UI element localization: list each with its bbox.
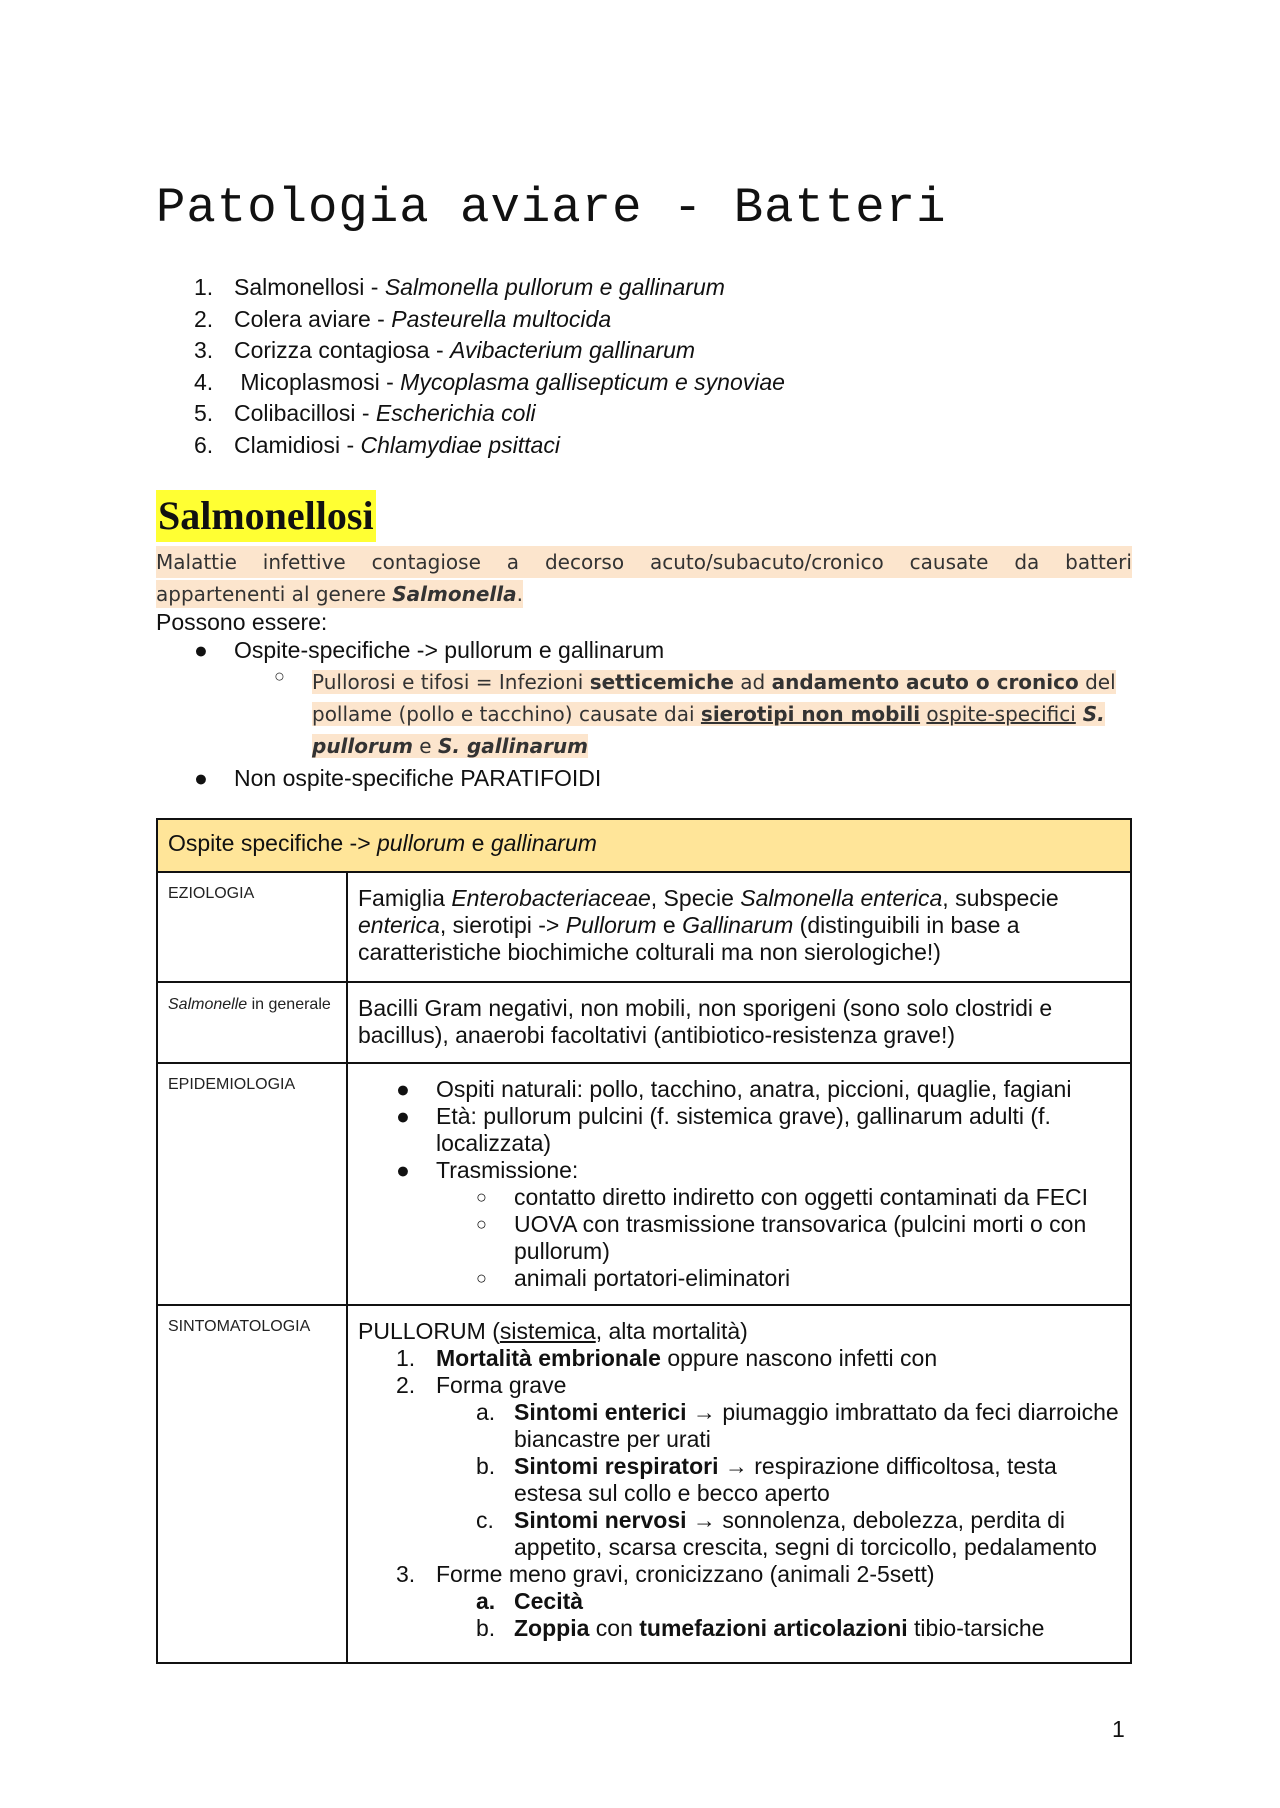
text-run: setticemiche xyxy=(589,670,734,694)
text-run: con xyxy=(589,1615,640,1641)
text-run: , alta mortalità) xyxy=(595,1318,748,1344)
intro-word: Malattie xyxy=(156,550,237,574)
intro-line-1 xyxy=(156,546,1132,578)
table-row xyxy=(157,982,1131,1063)
text-run: in generale xyxy=(247,996,331,1013)
list-letter: a. xyxy=(476,1588,496,1614)
text-run: Sintomi enterici xyxy=(514,1399,687,1425)
disease-name: Clamidiosi - xyxy=(234,431,361,458)
intro-word: batteri xyxy=(1065,550,1132,574)
list-number: 6. xyxy=(194,431,214,458)
text-run: Zoppia xyxy=(514,1615,590,1641)
section-heading: Salmonellosi xyxy=(156,490,376,542)
table-row xyxy=(157,872,1131,982)
text-run: Cecità xyxy=(514,1588,584,1614)
table-row xyxy=(157,1305,1131,1663)
list-item xyxy=(156,272,785,304)
intro-word: decorso xyxy=(544,550,625,574)
text-run: tibio-tarsiche xyxy=(907,1615,1045,1641)
circle-bullet-icon: ○ xyxy=(476,1268,487,1288)
disease-name: Corizza contagiosa - xyxy=(234,337,451,364)
list-item xyxy=(358,1157,1120,1184)
intro-text: . xyxy=(516,582,523,606)
table-header-row xyxy=(157,819,1131,872)
list-item xyxy=(358,1103,1120,1157)
text-run: gallinarum xyxy=(490,830,597,856)
sub-bullet-text xyxy=(312,666,1132,762)
agent-name: Salmonella pullorum e gallinarum xyxy=(384,274,725,300)
row-value: Bacilli Gram negativi, non mobili, non sporigeni (sono solo clostridi e bacillus), anaerobi facoltativi (antibiotico-resistenza grave!) xyxy=(347,982,1131,1063)
list-item xyxy=(358,1588,1120,1615)
text-run: Forma grave xyxy=(436,1372,567,1398)
list-letter: a. xyxy=(476,1399,496,1425)
list-item xyxy=(358,1184,1120,1211)
list-number: 1. xyxy=(194,274,214,300)
row-value xyxy=(347,1063,1131,1305)
text-run: Pullorosi e tifosi = Infezioni xyxy=(312,670,590,694)
text-run: enterica xyxy=(358,912,440,938)
text-run: PULLORUM ( xyxy=(358,1318,500,1344)
bullet-text: Ospite-specifiche -> pullorum e gallinarum xyxy=(234,637,665,663)
sub-bullet-item xyxy=(156,666,1132,762)
list-number: 2. xyxy=(194,305,214,332)
bullet-icon: ● xyxy=(396,1076,410,1102)
bullet-item xyxy=(156,764,1132,792)
list-item xyxy=(358,1399,1120,1453)
table-row xyxy=(157,1063,1131,1305)
text-run: Ospite specifiche -> xyxy=(168,830,378,856)
text-run: pullorum xyxy=(377,830,466,856)
text-run: → sonnolenza, debolezza, perdita di appetito, scarsa crescita, segni di torcicollo, pedalamento xyxy=(514,1507,1097,1560)
genus-name: Salmonella xyxy=(392,582,517,606)
text-run: del pollame (pollo e tacchino) causate dai xyxy=(312,670,1116,726)
list-number: 2. xyxy=(396,1372,416,1398)
text-run: ospite-specifici xyxy=(926,702,1076,726)
list-item xyxy=(358,1345,1120,1372)
text-run: Forme meno gravi, cronicizzano (animali 2-5sett) xyxy=(436,1561,935,1587)
disease-name: Colera aviare - xyxy=(234,305,392,332)
item-text: contatto diretto indiretto con oggetti contaminati da FECI xyxy=(514,1184,1089,1210)
topic-list xyxy=(156,272,785,462)
intro-text: appartenenti al genere xyxy=(156,582,393,606)
intro-word: da xyxy=(1014,550,1040,574)
summary-table xyxy=(156,818,1132,1664)
list-letter: c. xyxy=(476,1507,494,1533)
text-run: ad xyxy=(733,670,772,694)
intro-word: infettive xyxy=(262,550,346,574)
text-run: S. pullorum xyxy=(312,702,1105,758)
list-item xyxy=(156,304,785,336)
text-run: Salmonella enterica xyxy=(740,885,943,911)
list-item xyxy=(156,430,785,462)
text-run: andamento acuto o cronico xyxy=(771,670,1079,694)
list-letter: b. xyxy=(476,1615,496,1641)
bullet-icon: ● xyxy=(396,1157,410,1183)
list-item xyxy=(358,1372,1120,1399)
bullet-icon: ● xyxy=(194,765,208,791)
bullet-text: Non ospite-specifiche PARATIFOIDI xyxy=(234,765,602,791)
text-run: (distinguibili in base a caratteristiche biochimiche colturali ma non sierologiche!) xyxy=(358,912,1020,965)
circle-bullet-icon: ○ xyxy=(476,1187,487,1207)
agent-name: Pasteurella multocida xyxy=(391,305,612,332)
agent-name: Chlamydiae psittaci xyxy=(360,431,560,458)
text-run: e xyxy=(412,734,438,758)
disease-name: Salmonellosi - xyxy=(234,274,385,300)
section-intro xyxy=(156,546,1132,610)
text-run: Mortalità embrionale xyxy=(436,1345,661,1371)
bullet-icon: ● xyxy=(194,637,208,663)
item-text: Ospiti naturali: pollo, tacchino, anatra, piccioni, quaglie, fagiani xyxy=(436,1076,1072,1102)
list-item xyxy=(358,1615,1120,1642)
disease-name: Micoplasmosi - xyxy=(234,368,401,395)
possono-line: Possono essere: xyxy=(156,609,328,635)
bullet-item xyxy=(156,636,1132,664)
list-item xyxy=(156,335,785,367)
list-letter: b. xyxy=(476,1453,496,1479)
row-label: SINTOMATOLOGIA xyxy=(157,1305,347,1663)
agent-name: Mycoplasma gallisepticum e synoviae xyxy=(400,368,785,395)
page-number: 1 xyxy=(1112,1716,1125,1742)
circle-bullet-icon: ○ xyxy=(476,1214,487,1234)
classification-block xyxy=(156,608,1132,792)
text-run: tumefazioni articolazioni xyxy=(639,1615,908,1641)
intro-word: a xyxy=(506,550,520,574)
text-run: Enterobacteriaceae xyxy=(451,885,651,911)
text-run: Pullorum xyxy=(565,912,657,938)
list-item xyxy=(358,1076,1120,1103)
text-run: oppure nascono infetti con xyxy=(660,1345,938,1371)
list-number: 5. xyxy=(194,400,214,427)
row-value xyxy=(347,1305,1131,1663)
list-number: 4. xyxy=(194,368,214,395)
list-item xyxy=(358,1561,1120,1588)
text-run: Salmonelle xyxy=(168,996,248,1013)
text-run: sierotipi non mobili xyxy=(700,702,921,726)
circle-bullet-icon: ○ xyxy=(274,666,285,686)
item-text: animali portatori-eliminatori xyxy=(514,1265,791,1291)
list-number: 1. xyxy=(396,1345,416,1371)
list-item xyxy=(358,1265,1120,1292)
text-run: Gallinarum xyxy=(682,912,794,938)
bullet-icon: ● xyxy=(396,1103,410,1129)
text-run: Famiglia xyxy=(358,885,452,911)
list-item xyxy=(156,398,785,430)
item-text: Trasmissione: xyxy=(436,1157,579,1183)
text-run: Sintomi respiratori xyxy=(514,1453,719,1479)
row-label: EPIDEMIOLOGIA xyxy=(157,1063,347,1305)
text-run: , subspecie xyxy=(942,885,1059,911)
intro-word: causate xyxy=(909,550,989,574)
disease-name: Colibacillosi - xyxy=(234,400,376,427)
row-value xyxy=(347,872,1131,982)
table-header xyxy=(157,819,1131,872)
list-item xyxy=(156,367,785,399)
text-run: S. gallinarum xyxy=(437,734,589,758)
list-item xyxy=(358,1211,1120,1265)
symptoms-intro xyxy=(358,1318,1120,1345)
row-label xyxy=(157,982,347,1063)
text-run: sistemica xyxy=(499,1318,596,1344)
list-item xyxy=(358,1507,1120,1561)
intro-line-2 xyxy=(156,578,1132,610)
text-run: → piumaggio imbrattato da feci diarroiche biancastre per urati xyxy=(514,1399,1119,1452)
list-item xyxy=(358,1453,1120,1507)
intro-word: acuto/subacuto/cronico xyxy=(649,550,884,574)
text-run: e xyxy=(465,830,491,856)
list-number: 3. xyxy=(396,1561,416,1587)
row-label: EZIOLOGIA xyxy=(157,872,347,982)
text-run: Sintomi nervosi xyxy=(514,1507,687,1533)
intro-word: contagiose xyxy=(371,550,481,574)
agent-name: Avibacterium gallinarum xyxy=(450,337,696,364)
list-number: 3. xyxy=(194,337,214,364)
agent-name: Escherichia coli xyxy=(375,400,536,427)
text-run: e xyxy=(656,912,683,938)
text-run: → respirazione difficoltosa, testa estesa sul collo e becco aperto xyxy=(514,1453,1057,1506)
text-run: , Specie xyxy=(650,885,741,911)
text-run: , sierotipi -> xyxy=(439,912,566,938)
page-title: Patologia aviare - Batteri xyxy=(156,180,947,236)
item-text: Età: pullorum pulcini (f. sistemica grave), gallinarum adulti (f. localizzata) xyxy=(436,1103,1051,1156)
item-text: UOVA con trasmissione transovarica (pulcini morti o con pullorum) xyxy=(514,1211,1087,1264)
